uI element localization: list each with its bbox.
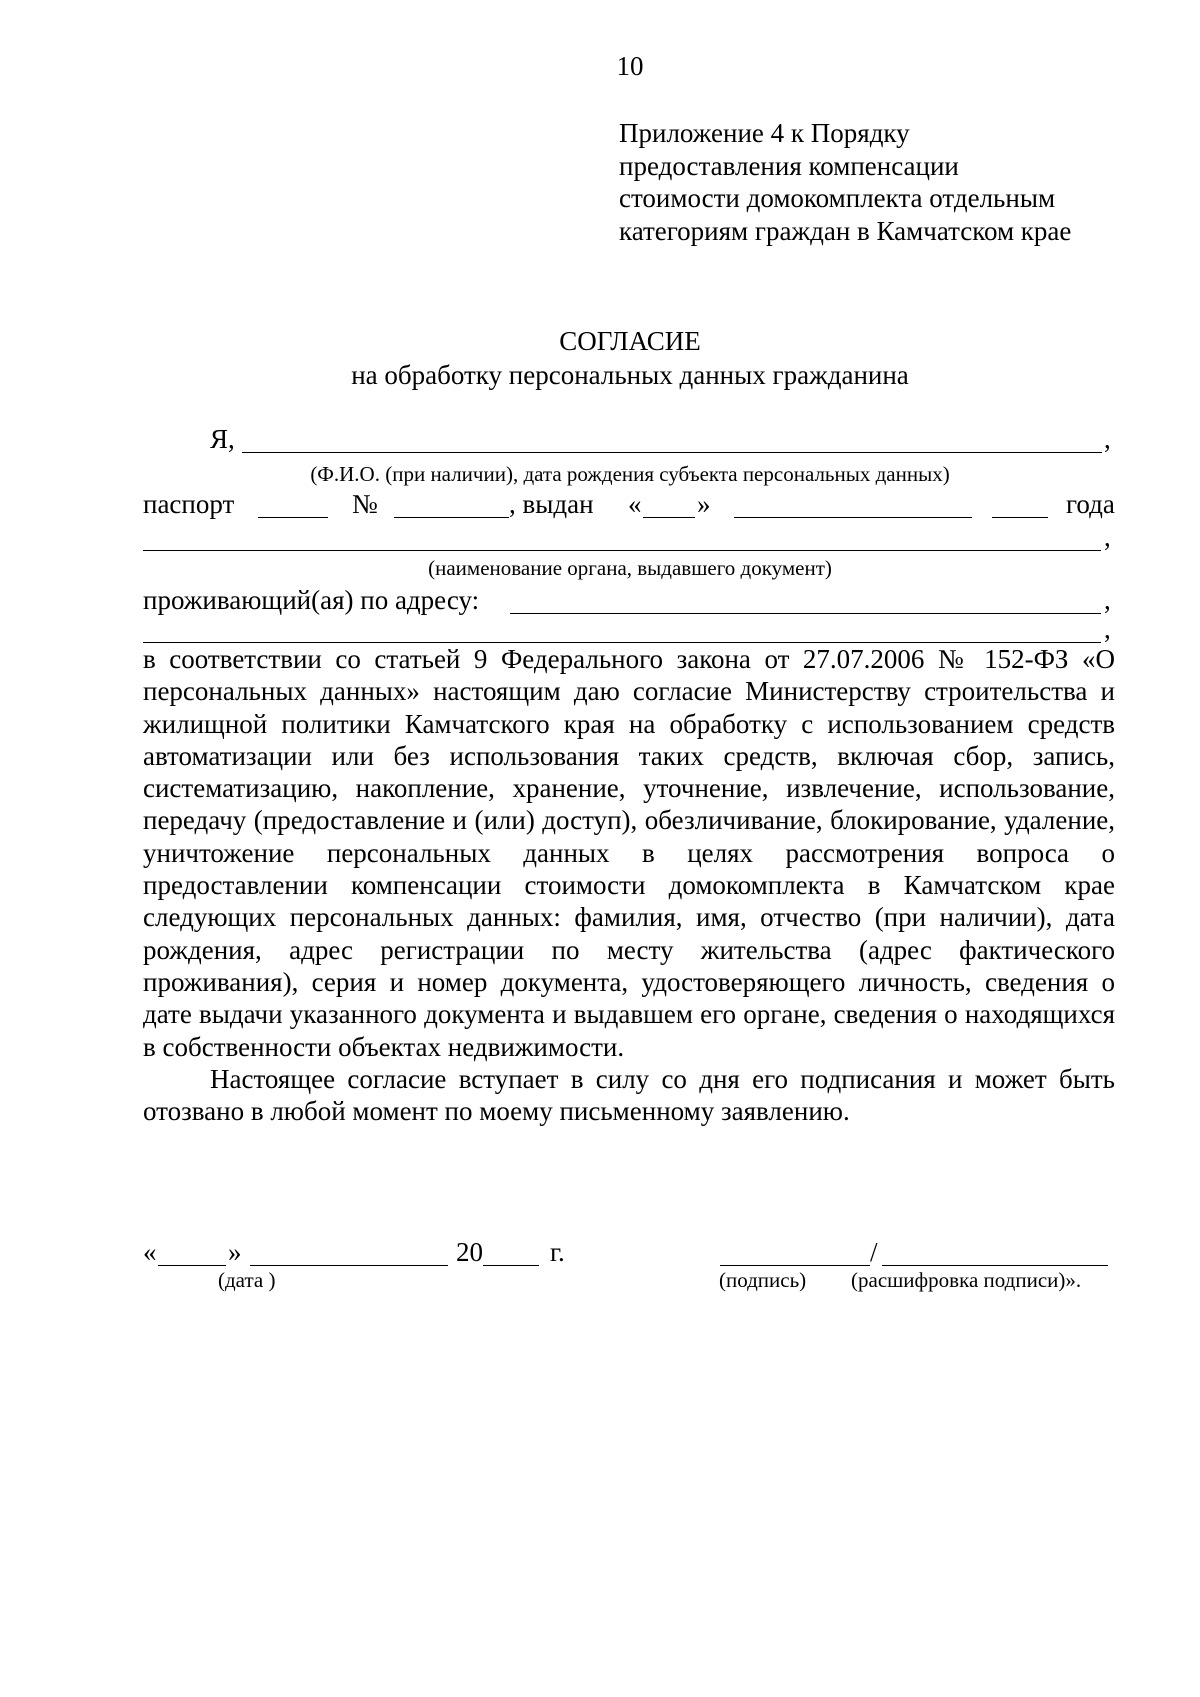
year-label: года xyxy=(1066,489,1115,519)
date-quote-close: » xyxy=(228,1237,242,1267)
signature-field[interactable] xyxy=(720,1265,870,1266)
quote-close: » xyxy=(697,489,711,519)
issue-month-field[interactable] xyxy=(734,517,972,518)
address-label: проживающий(ая) по адресу: xyxy=(143,585,480,615)
signature-slash: / xyxy=(870,1237,878,1267)
appendix-line: категориям граждан в Камчатском крае xyxy=(619,215,1072,246)
passport-series-field[interactable] xyxy=(258,517,328,518)
signature-hint: (подпись) xyxy=(719,1268,807,1292)
sign-month-field[interactable] xyxy=(250,1265,448,1266)
signature-decoding-hint: (расшифровка подписи)». xyxy=(851,1268,1082,1292)
issued-label: , выдан xyxy=(509,489,594,519)
year-prefix: 20 xyxy=(456,1237,483,1267)
signature-decoding-field[interactable] xyxy=(882,1265,1108,1266)
quote-open: « xyxy=(628,489,642,519)
appendix-reference xyxy=(619,117,1071,247)
document-subtitle: на обработку персональных данных гражданина xyxy=(351,360,909,390)
fio-hint: (Ф.И.О. (при наличии), дата рождения субъекта персональных данных) xyxy=(310,462,950,486)
fio-field[interactable] xyxy=(242,452,1102,453)
consent-validity-paragraph: Настоящее согласие вступает в силу со дня его подписания и может быть отозвано в любой момент по моему письменному заявлению. xyxy=(143,1063,1115,1127)
address-field[interactable] xyxy=(510,613,1101,614)
date-hint: (дата ) xyxy=(218,1268,276,1292)
issue-year-field[interactable] xyxy=(992,517,1048,518)
i-label: Я, xyxy=(210,424,235,454)
comma: , xyxy=(1104,614,1111,644)
year-suffix: г. xyxy=(550,1237,565,1267)
sign-year-field[interactable] xyxy=(483,1265,539,1266)
appendix-line: предоставления компенсации xyxy=(619,150,959,181)
sign-day-field[interactable] xyxy=(158,1265,226,1266)
appendix-line: стоимости домокомплекта отдельным xyxy=(619,183,1056,213)
comma: , xyxy=(1104,522,1111,552)
page-number: 10 xyxy=(616,51,644,81)
consent-paragraph: в соответствии со статьей 9 Федерального закона от 27.07.2006 № 152-ФЗ «О персональных данных» настоящим даю согласие Министерству строительства и жилищной политики Камчатского края на обработку с использованием средств автоматизации или без использования таких средств, включая сбор, запись, систематизацию, накопление, хранение, уточнение, извлечение, использование, передачу (предоставление и (или) доступ), обезличивание, блокирование, удаление, уничтожение персональных данных в целях рассмотрения вопроса о предоставлении компенсации стоимости домокомплекта в Камчатском крае следующих персональных данных: фамилия, имя, отчество (при наличии), дата рождения, адрес регистрации по месту жительства (адрес фактического проживания), серия и номер документа, удостоверяющего личность, сведения о дате выдачи указанного документа и выдавшем его органе, сведения о находящихся в собственности объектах недвижимости. xyxy=(143,644,1115,1062)
date-quote-open: « xyxy=(143,1237,157,1267)
passport-label: паспорт xyxy=(143,489,235,519)
consent-body xyxy=(143,643,1115,1127)
number-sign: № xyxy=(352,489,378,519)
issuer-hint: (наименование органа, выдавшего документ) xyxy=(428,556,832,580)
passport-number-field[interactable] xyxy=(394,517,509,518)
appendix-line: Приложение 4 к Порядку xyxy=(619,118,910,148)
comma: , xyxy=(1104,585,1111,615)
document-title: СОГЛАСИЕ xyxy=(559,326,701,356)
comma: , xyxy=(1104,424,1111,454)
issue-day-field[interactable] xyxy=(643,517,695,518)
issuer-field[interactable] xyxy=(143,550,1101,551)
